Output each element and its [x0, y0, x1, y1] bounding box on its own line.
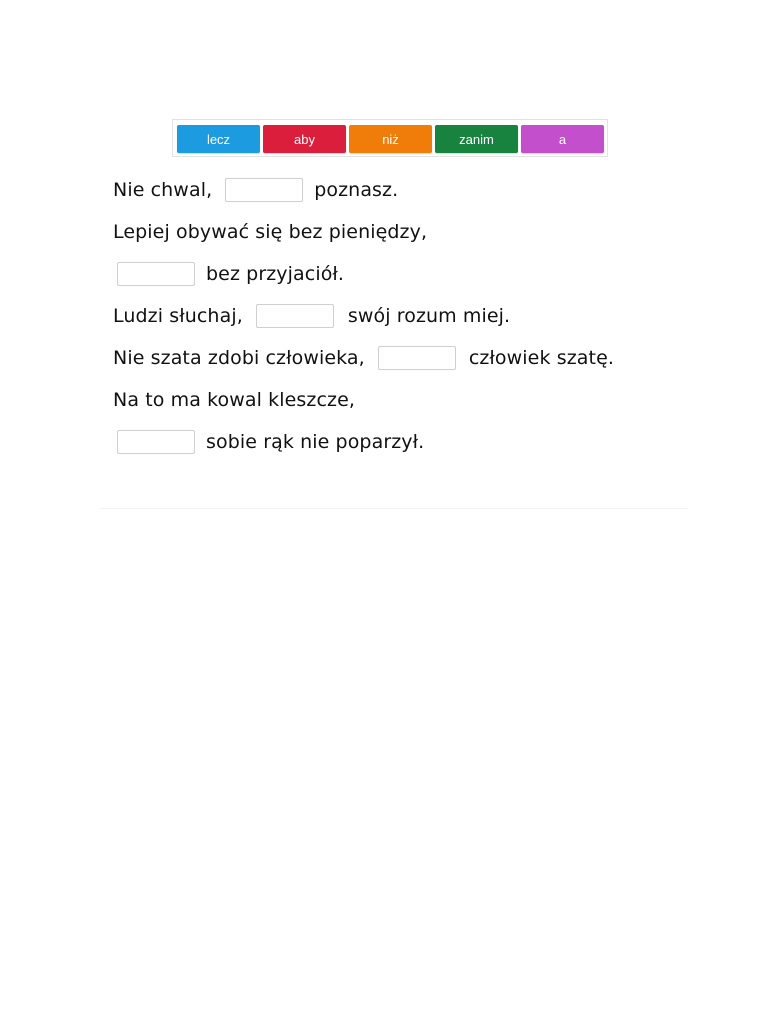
sentence-2-line-1: [113, 211, 713, 253]
blank-3[interactable]: [256, 304, 334, 328]
blank-4[interactable]: [378, 346, 456, 370]
word-chip-aby[interactable]: aby: [263, 125, 346, 153]
blank-2[interactable]: [117, 262, 195, 286]
blank-5[interactable]: [117, 430, 195, 454]
sentence-5-line-1: [113, 379, 713, 421]
sentence-4: [113, 337, 713, 379]
word-chip-a[interactable]: a: [521, 125, 604, 153]
sentence-4-end: człowiek szatę.: [468, 347, 614, 369]
sentence-1: [113, 169, 713, 211]
word-chip-niz[interactable]: niż: [349, 125, 432, 153]
sentence-2-line-2: [113, 253, 713, 295]
word-chip-zanim[interactable]: zanim: [435, 125, 518, 153]
sentence-3: [113, 295, 713, 337]
sentence-5-end: sobie rąk nie poparzył.: [206, 431, 425, 453]
content-divider: [100, 508, 688, 509]
sentence-1-end: poznasz.: [314, 179, 399, 201]
word-bank: [172, 119, 608, 157]
sentence-5-line-2: [113, 421, 713, 463]
sentence-3-start: Ludzi słuchaj,: [113, 305, 243, 327]
sentence-5-start: Na to ma kowal kleszcze,: [113, 389, 356, 411]
sentence-2-end: bez przyjaciół.: [206, 263, 345, 285]
sentence-3-end: swój rozum miej.: [347, 305, 511, 327]
word-chip-lecz[interactable]: lecz: [177, 125, 260, 153]
exercise-text: [113, 169, 713, 463]
sentence-2-start: Lepiej obywać się bez pieniędzy,: [113, 221, 428, 243]
sentence-1-start: Nie chwal,: [113, 179, 213, 201]
sentence-4-start: Nie szata zdobi człowieka,: [113, 347, 365, 369]
blank-1[interactable]: [225, 178, 303, 202]
